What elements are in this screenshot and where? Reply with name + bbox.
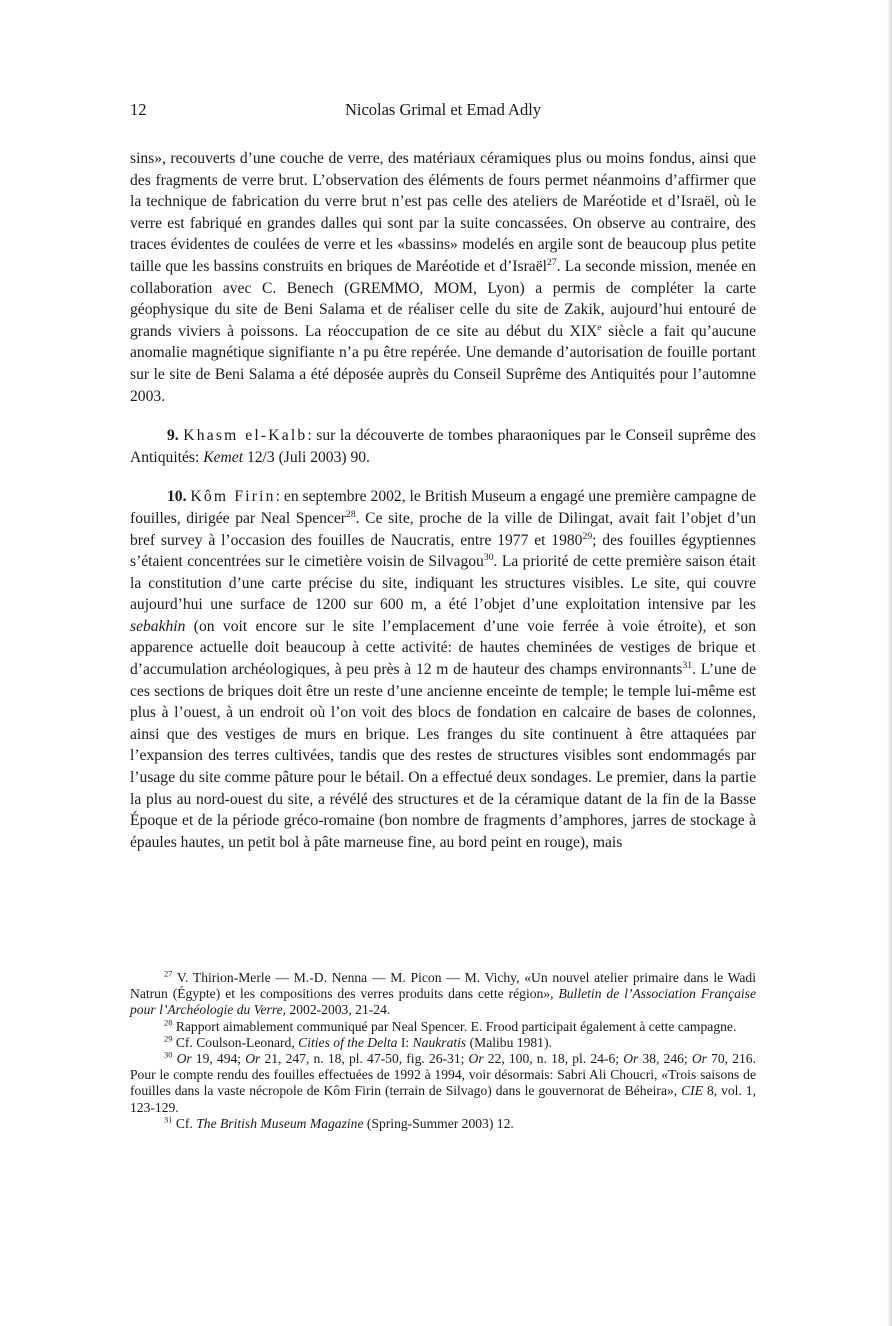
scan-edge-shadow (887, 0, 892, 1326)
running-title: Nicolas Grimal et Emad Adly (344, 100, 542, 119)
footnote-number: 29 (164, 1033, 173, 1044)
footnotes (130, 970, 756, 1132)
page-number: 12 (130, 100, 147, 119)
entry-number: 10. (167, 488, 187, 506)
entry-kom-firin: 10. Kôm Firin: en septembre 2002, le British Museum a engagé une première campagne de fouilles, dirigée par Neal Spencer$^{28}$. Ce site, proche de la ville de Dilingat, avait fait l’objet d’un bref survey à l’occasion des fouilles de Naucratis, entre 1977 et 1980$^{29}$; des fouilles égyptiennes s’étaient concentrées sur le cimetière voisin de Silvagou$^{30}$. La priorité de cette première saison était la constitution d’une carte précise du site, indiquant les structures visibles. Le site, qui couvre aujourd’hui une surface de 1200 sur 600 m, a été l’objet d’une exploitation intensive par les sebakhin (on voit encore sur le site l’emplacement d’une voie ferrée à voie étroite), et son apparence actuelle doit beaucoup à cette activité: de hautes cheminées de vestiges de brique et d’accumulation archéologiques, à peu près à 12 m de hauteur des champs environnants$^{31}$. L’une de ces sections de briques doit être un reste d’une ancienne enceinte de temple; le temple lui-même est plus à l’ouest, à un endroit où l’on voit des blocs de fondation en calcaire de bases de colonnes, ainsi que des vestiges de murs en brique. Les franges du site continuent à être attaquées par l’expansion des terres cultivées, tandis que des restes de structures visibles sont endommagés par l’usage du site comme pâture pour le bétail. On a effectué deux sondages. Le premier, dans la partie la plus au nord-ouest du site, a révélé des structures et de la céramique datant de la fin de la Basse Époque et de la période gréco-romaine (bon nombre de fragments d’amphores, jarres de stockage à épaules hautes, un petit bol à pâte marneuse fine, au bord peint en rouge), mais (130, 488, 756, 851)
footnote-number: 28 (164, 1017, 173, 1028)
footnote-ref-28[interactable]: 28 (346, 508, 356, 520)
journal-title: Kemet (203, 448, 244, 466)
entry-khasm-el-kalb: 9. Khasm el-Kalb: sur la découverte de tombes pharaoniques par le Conseil suprême des Antiquités: Kemet 12/3 (Juli 2003) 90. (130, 427, 756, 466)
footnote-28: $^{28}$ Rapport aimablement communiqué par Neal Spencer. E. Frood participait également à cette campagne. (164, 1017, 737, 1034)
footnote-29: $^{29}$ Cf. Coulson-Leonard, Cities of the Delta I: Naukratis (Malibu 1981). (164, 1033, 552, 1050)
paragraph-beni-salama: sins», recouverts d’une couche de verre, des matériaux céramiques plus ou moins fondus, ainsi que des fragments de verre brut. L’observation des éléments de fours permet néanmoins d’affirmer que la technique de fabrication du verre brut n’est pas celle des ateliers de Maréotide et d’Israël, où le verre est fabriqué en grandes dalles qui sont par la suite concassées. On observe au contraire, des traces évidentes de coulées de verre et les «bassins» modelés en argile sont de beaucoup plus petite taille que les bassins construits en briques de Maréotide et d’Israël$^{27}$. La seconde mission, menée en collaboration avec C. Benech (GREMMO, MOM, Lyon) a permis de compléter la carte géophysique du site de Beni Salama et de réaliser celle du site de Zakik, aujourd’hui entouré de grands viviers à poissons. La réoccupation de ce site au début du XIXe siècle a fait qu’aucune anomalie magnétique signifiante n’a pu être repérée. Une demande d’autorisation de fouille portant sur le site de Beni Salama a été déposée auprès du Conseil Suprême des Antiquités pour l’automne 2003. (130, 150, 757, 405)
page-header (130, 100, 756, 124)
footnote-30: $^{30}$ Or 19, 494; Or 21, 247, n. 18, pl. 47-50, fig. 26-31; Or 22, 100, n. 18, pl. 24-6; Or 38, 246; Or 70, 216. Pour le compte rendu des fouilles effectuées de 1992 à 1994, voir désormais: Sabri Ali Choucri, «Trois saisons de fouilles dans la vaste nécropole de Kôm Firin (terrain de Silvago) dans le gouvernorat de Béheira», CIE 8, vol. 1, 123-129. (130, 1049, 756, 1115)
footnote-number: 31 (164, 1114, 173, 1125)
entry-place-name: Khasm el-Kalb (183, 427, 308, 445)
italic-term: sebakhin (130, 617, 186, 635)
footnote-ref-29[interactable]: 29 (582, 530, 593, 542)
footnote-ref-30[interactable]: 30 (483, 551, 494, 563)
body-text (130, 148, 756, 853)
footnote-27: $^{27}$ V. Thirion-Merle — M.-D. Nenna — M. Picon — M. Vichy, «Un nouvel atelier primaire dans le Wadi Natrun (Égypte) et les compositions des verres produits dans cette région», Bulletin de l’Association Française pour l’Archéologie du Verre, 2002-2003, 21-24. (130, 968, 757, 1018)
footnote-number: 30 (164, 1049, 173, 1060)
footnote-31: $^{31}$ Cf. The British Museum Magazine (Spring-Summer 2003) 12. (164, 1114, 514, 1131)
footnote-ref-31[interactable]: 31 (682, 659, 693, 671)
entry-number: 9. (167, 427, 179, 445)
footnote-ref-27[interactable]: 27 (546, 256, 557, 268)
superscript-e: e (597, 321, 602, 333)
entry-place-name: Kôm Firin (190, 488, 276, 506)
footnote-number: 27 (164, 968, 173, 979)
